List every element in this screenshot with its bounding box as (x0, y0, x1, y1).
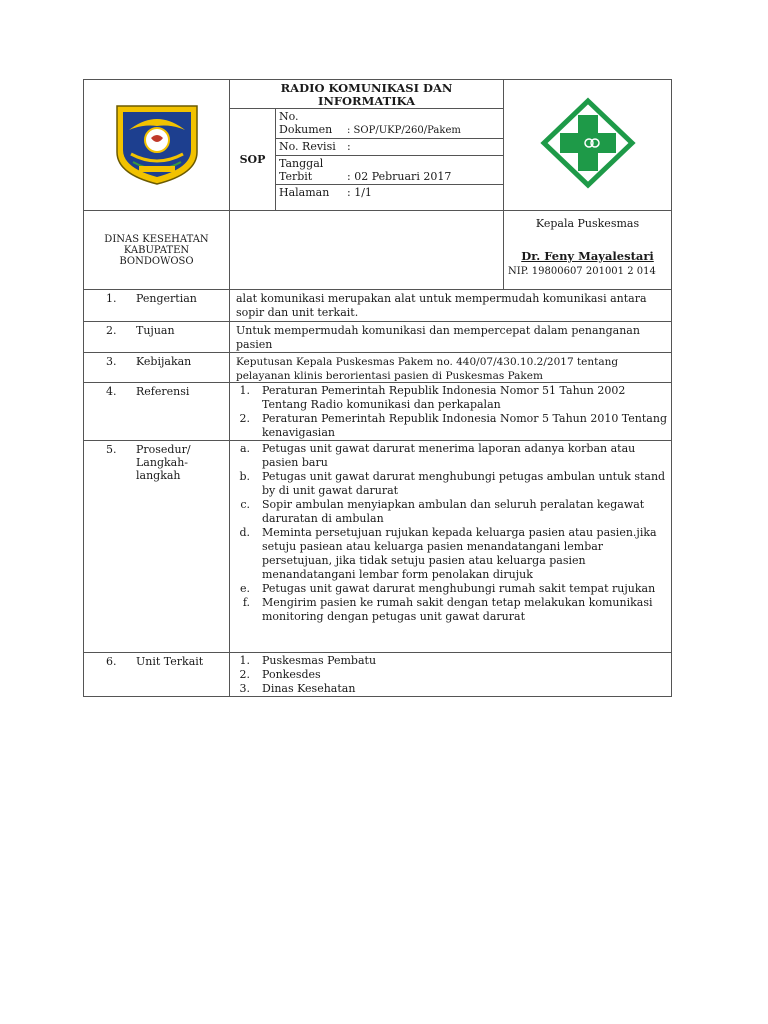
meta-value: : 02 Pebruari 2017 (347, 170, 452, 183)
list-marker: f. (242, 596, 250, 609)
sop-title-line1: RADIO KOMUNIKASI DAN (280, 81, 453, 95)
sop-label-cell (230, 109, 276, 211)
meta-label: Halaman (279, 186, 330, 199)
list-item (230, 470, 671, 498)
list-marker: 1. (239, 384, 250, 397)
list-item (230, 526, 671, 582)
prosedur-list (230, 441, 671, 652)
list-item (230, 442, 671, 470)
list-item (230, 596, 671, 624)
section-row (84, 441, 672, 653)
list-item (230, 498, 671, 526)
meta-label: No. Dokumen (279, 110, 333, 136)
list-text: Petugas unit gawat darurat menghubungi petugas ambulan untuk stand by di unit gawat darurat (262, 470, 666, 497)
list-marker: 2. (239, 668, 250, 681)
section-label: Langkah- (136, 456, 189, 469)
list-marker: b. (239, 470, 250, 483)
unit-terkait-list (230, 653, 671, 696)
dinas-line2: KABUPATEN (123, 244, 190, 256)
meta-label: No. Revisi (279, 140, 336, 153)
puskesmas-logo-cell (504, 80, 672, 211)
section-row (84, 290, 672, 322)
section-label: Referensi (136, 385, 190, 398)
meta-label: Tanggal Terbit (279, 157, 324, 183)
blank-header-cell (230, 211, 504, 290)
signature-cell (504, 211, 672, 290)
section-text: Untuk mempermudah komunikasi dan mempercepat dalam penanganan pasien (236, 324, 640, 351)
section-row (84, 322, 672, 353)
section-text: Keputusan Kepala Puskesmas Pakem no. 440/07/430.10.2/2017 tentang pelayanan klinis berorientasi pasien di Puskesmas Pakem (236, 356, 619, 382)
meta-value: : SOP/UKP/260/Pakem (347, 125, 461, 136)
dinas-line3: BONDOWOSO (119, 255, 194, 267)
section-label: Tujuan (136, 324, 175, 337)
dinas-cell (84, 211, 230, 290)
meta-row (276, 139, 504, 156)
list-text: Mengirim pasien ke rumah sakit dengan tetap melakukan komunikasi monitoring dengan petugas unit gawat darurat (262, 596, 653, 623)
meta-value: : (347, 140, 351, 153)
puskesmas-cross-icon (540, 97, 636, 189)
sop-title-cell (230, 80, 504, 109)
list-text: Sopir ambulan menyiapkan ambulan dan seluruh peralatan kegawat daruratan di ambulan (262, 498, 645, 525)
list-marker: 1. (239, 654, 250, 667)
list-item (230, 582, 671, 596)
section-label: Unit Terkait (136, 655, 204, 668)
list-marker: c. (240, 498, 250, 511)
list-marker: a. (239, 442, 250, 455)
section-number: 4. (106, 385, 117, 398)
meta-row (276, 109, 504, 139)
signature-nip: NIP. 19800607 201001 2 014 (508, 266, 656, 277)
list-item (230, 412, 671, 440)
section-number: 6. (106, 655, 117, 668)
section-label: Prosedur/ (136, 443, 191, 456)
section-number: 1. (106, 292, 117, 305)
kabupaten-bondowoso-emblem-icon (109, 100, 205, 186)
list-item (230, 384, 671, 412)
list-marker: d. (239, 526, 250, 539)
list-item (230, 682, 671, 696)
list-text: Peraturan Pemerintah Republik Indonesia Nomor 51 Tahun 2002 Tentang Radio komunikasi dan perkapalan (262, 384, 626, 411)
list-text: Petugas unit gawat darurat menerima laporan adanya korban atau pasien baru (262, 442, 636, 469)
sop-title-line2: INFORMATIKA (317, 94, 416, 108)
list-text: Meminta persetujuan rujukan kepada keluarga pasien atau pasien.jika setuju pasiean atau keluarga pasien menandatangani lembar persetujuan, jika tidak setuju pasien atau keluarga pasien menandatangani lembar form penolakan dirujuk (262, 526, 657, 581)
list-text: Petugas unit gawat darurat menghubungi rumah sakit tempat rujukan (262, 582, 656, 595)
referensi-list (230, 383, 671, 440)
list-text: Dinas Kesehatan (262, 682, 356, 695)
section-number: 3. (106, 355, 117, 368)
list-item (230, 668, 671, 682)
section-label: langkah (136, 469, 181, 482)
list-text: Ponkesdes (262, 668, 321, 681)
list-marker: 3. (239, 682, 250, 695)
sop-label: SOP (239, 153, 266, 166)
section-number: 2. (106, 324, 117, 337)
section-row (84, 383, 672, 441)
signature-name: Dr. Feny Mayalestari (521, 249, 654, 263)
section-row (84, 353, 672, 383)
sop-document (83, 79, 671, 697)
kabupaten-logo-cell (84, 80, 230, 211)
sop-body-table (83, 289, 672, 697)
section-label: Pengertian (136, 292, 197, 305)
list-text: Puskesmas Pembatu (262, 654, 377, 667)
list-text: Peraturan Pemerintah Republik Indonesia Nomor 5 Tahun 2010 Tentang kenavigasian (262, 412, 667, 439)
signature-title: Kepala Puskesmas (535, 217, 640, 230)
meta-row (276, 185, 504, 211)
list-marker: 2. (239, 412, 250, 425)
list-marker: e. (239, 582, 250, 595)
sop-header-table (83, 79, 672, 290)
meta-value: : 1/1 (347, 186, 372, 199)
dinas-line1: DINAS KESEHATAN (104, 233, 209, 245)
section-text: alat komunikasi merupakan alat untuk mempermudah komunikasi antara sopir dan unit terkait. (236, 292, 647, 319)
list-item (230, 654, 671, 668)
section-number: 5. (106, 443, 117, 456)
section-label: Kebijakan (136, 355, 192, 368)
meta-row (276, 156, 504, 185)
section-row (84, 653, 672, 697)
